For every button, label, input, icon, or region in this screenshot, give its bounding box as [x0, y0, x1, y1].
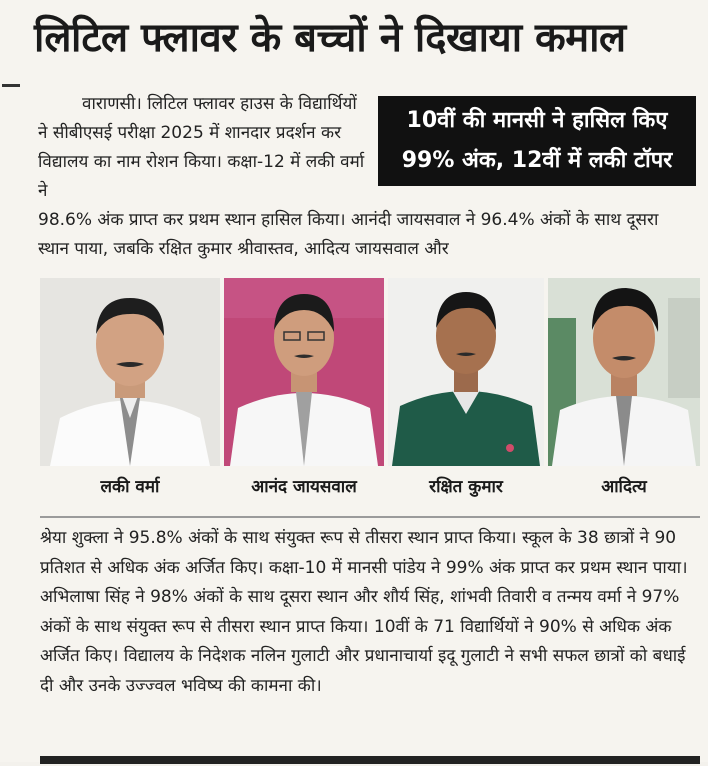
portrait-image — [388, 278, 544, 466]
lead-paragraph: वाराणसी। लिटिल फ्लावर हाउस के विद्यार्थियों ने सीबीएसई परीक्षा 2025 में शानदार प्रदर्शन कर विद्यालय का नाम रोशन किया। कक्षा-12 में लकी वर्मा ने — [38, 94, 365, 201]
highlight-line-2: 99% अंक, 12वीं में लकी टॉपर — [401, 148, 673, 173]
student-photo-anand — [224, 278, 384, 466]
student-photo-rakshit — [388, 278, 544, 466]
student-photos — [40, 276, 700, 514]
photo-caption: लकी वर्मा — [100, 477, 160, 497]
student-photo-aditya — [548, 278, 700, 466]
lead-continued: 98.6% अंक प्राप्त कर प्रथम स्थान हासिल किया। आनंदी जायसवाल ने 96.4% अंकों के साथ दूसरा स्थान पाया, जबकि रक्षित कुमार श्रीवास्तव, आदित्य जायसवाल और — [38, 210, 659, 259]
body-paragraph: श्रेया शुक्ला ने 95.8% अंकों के साथ संयुक्त रूप से तीसरा स्थान प्राप्त किया। स्कूल के 38 छात्रों ने 90 प्रतिशत से अधिक अंक अर्जित किए। कक्षा-10 में मानसी पांडेय ने 99% अंक प्राप्त कर प्रथम स्थान पाया। अभिलाषा सिंह ने 98% अंकों के साथ दूसरा स्थान और शौर्य सिंह, शांभवी तिवारी व तन्मय वर्मा ने 97% अंकों के साथ संयुक्त रूप से तीसरा स्थान प्राप्त किया। 10वीं के 71 विद्यार्थियों ने 90% से अधिक अंक अर्जित किए। विद्यालय के निदेशक नलिन गुलाटी और प्रधानाचार्या इदू गुलाटी ने सभी सफल छात्रों को बधाई दी और उनके उज्ज्वल भविष्य की कामना की। — [40, 528, 688, 696]
highlight-box — [378, 96, 696, 186]
photo-caption: आदित्य — [601, 477, 647, 497]
student-photo-lucky — [40, 278, 220, 466]
photo-caption: आनंद जायसवाल — [251, 477, 357, 497]
portrait-image — [548, 278, 700, 466]
portrait-image — [224, 278, 384, 466]
margin-mark — [2, 84, 20, 87]
portrait-image — [40, 278, 220, 466]
next-article-headline-cropped — [40, 752, 700, 766]
headline: लिटिल फ्लावर के बच्चों ने दिखाया कमाल — [34, 15, 626, 61]
highlight-line-1: 10वीं की मानसी ने हासिल किए — [406, 108, 668, 133]
photo-caption: रक्षित कुमार — [429, 477, 503, 497]
divider — [40, 516, 700, 518]
